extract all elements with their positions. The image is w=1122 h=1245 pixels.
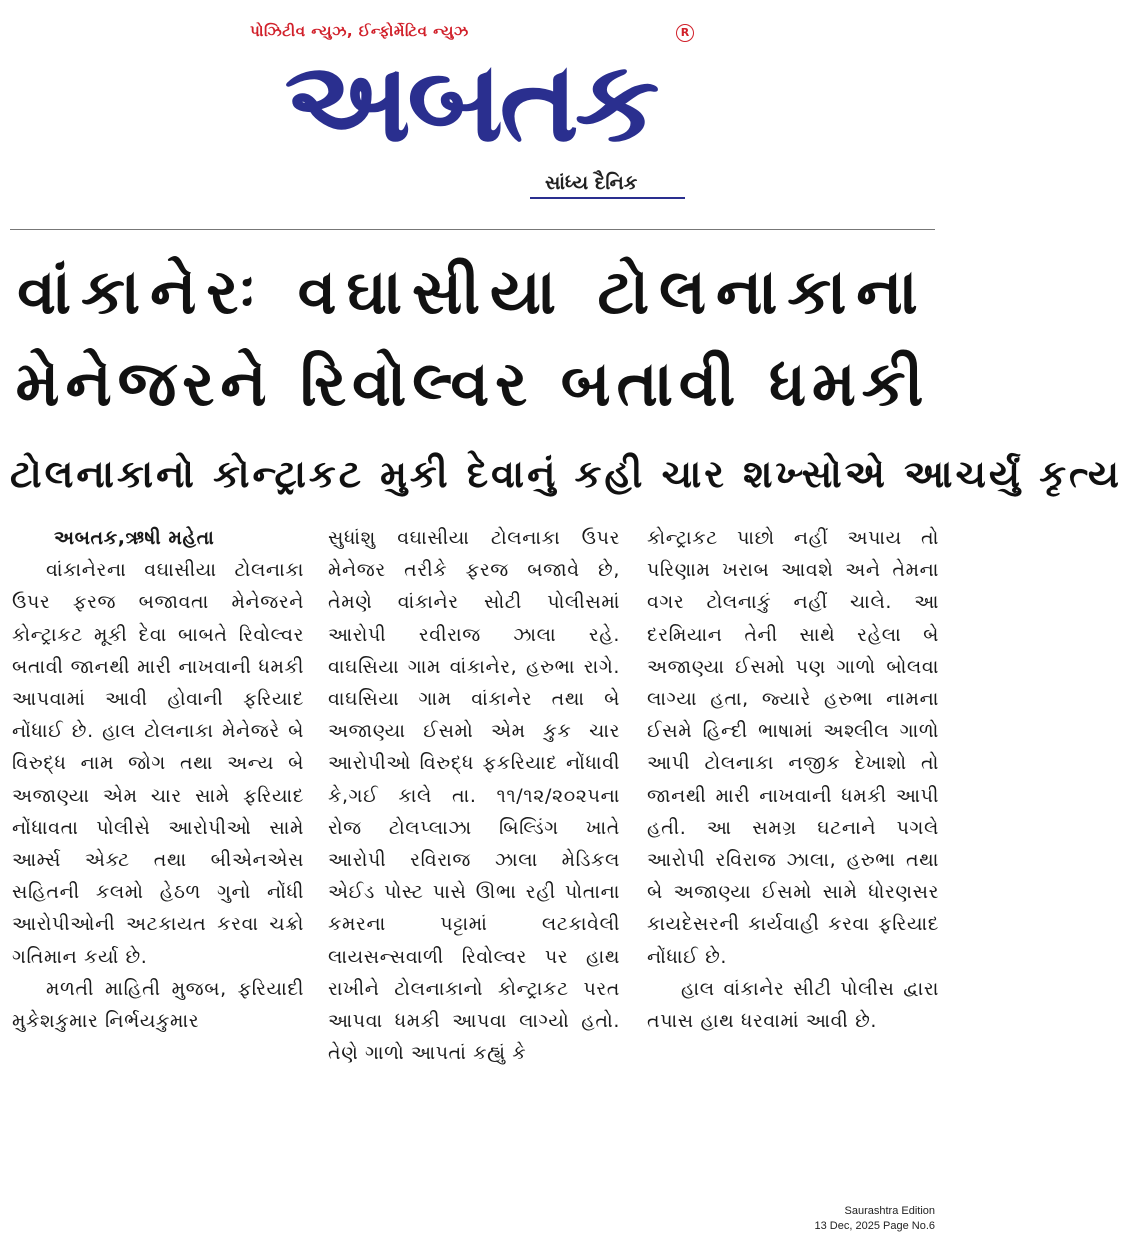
article-column-3 [647, 522, 939, 1037]
registered-mark-icon: R [676, 24, 694, 42]
paragraph: હાલ વાંકાનેર સીટી પોલીસ દ્વારા તપાસ હાથ ધરવામાં આવી છે. [647, 977, 939, 1033]
edition-date-page: 13 Dec, 2025 Page No.6 [814, 1220, 935, 1232]
logo-text: અબતક [284, 38, 656, 167]
article-column-1 [12, 522, 304, 1037]
paragraph: કોન્ટ્રાકટ પાછો નહીં અપાય તો પરિણામ ખરાબ આવશે અને તેમના વગર ટોલનાકું નહીં ચાલે. આ દરમિયાન તેની સાથે રહેલા બે અજાણ્યા ઈસમો પણ ગાળો બોલવા લાગ્યા હતા, જ્યારે હરુભા નામના ઈસમે હિન્દી ભાષામાં અશ્લીલ ગાળો આપી ટોલનાકા નજીક દેખાશો તો જાનથી મારી નાખવાની ધમકી આપી હતી. આ સમગ્ર ઘટનાને પગલે આરોપી રવિરાજ ઝાલા, હરુભા તથા બે અજાણ્યા ઈસમો સામે ધોરણસર કાયદેસરની કાર્યવાહી કરવા ફરિયાદ નોંધાઈ છે. [647, 527, 939, 968]
newspaper-logo [250, 38, 690, 168]
edition-footer [815, 1204, 935, 1234]
masthead-subtag: સાંધ્ય દૈનિક [545, 172, 638, 194]
paragraph: વાંકાનેરના વઘાસીયા ટોલનાકા ઉપર ફરજ બજાવતા મેનેજરને કોન્ટ્રાકટ મૂકી દેવા બાબતે રિવોલ્વર બતાવી જાનથી મારી નાખવાની ધમકી આપવામાં આવી હોવાની ફરિયાદ નોંધાઈ છે. હાલ ટોલનાકા મેનેજરે બે વિરુદ્ધ નામ જોગ તથા અન્ય બે અજાણ્યા એમ ચાર સામે ફરિયાદ નોંધાવતા પોલીસે આરોપીઓ સામે આર્મ્સ એક્ટ તથા બીએનએસ સહિતની કલમો હેઠળ ગુનો નોંધી આરોપીઓની અટકાયત કરવા ચક્રો ગતિમાન કર્યા છે. [12, 559, 304, 968]
subtag-underline [530, 197, 685, 199]
edition-name: Saurashtra Edition [844, 1205, 935, 1217]
headline-line-2: મેનેજરને રિવોલ્વર બતાવી ધમકી [15, 347, 930, 420]
subheadline: ટોલનાકાનો કોન્ટ્રાકટ મુકી દેવાનું કહી ચાર શખ્સોએ આચર્યું કૃત્ય [10, 452, 1122, 496]
article-column-2 [328, 522, 620, 1069]
byline: અબતક,ઋષી મહેતા [54, 527, 215, 549]
masthead [0, 0, 945, 215]
masthead-tagline: પોઝિટીવ ન્યુઝ, ઈન્ફોર્મેટિવ ન્યુઝ [250, 22, 469, 40]
headline-line-1: વાંકાનેરઃ વઘાસીયા ટોલનાકાના [17, 255, 928, 328]
paragraph: મળતી માહિતી મુજબ, ફરિયાદી મુકેશકુમાર નિર્ભયકુમાર [12, 977, 304, 1033]
masthead-divider [10, 229, 935, 230]
paragraph: સુધાંશુ વઘાસીયા ટોલનાકા ઉપર મેનેજર તરીકે ફરજ બજાવે છે, તેમણે વાંકાનેર સોટી પોલીસમાં આરોપી રવીરાજ ઝાલા રહે. વાઘસિયા ગામ વાંકાનેર, હરુભા રાગે. વાઘસિયા ગામ વાંકાનેર તથા બે અજાણ્યા ઈસમો એમ કુક ચાર આરોપીઓ વિરુદ્ધ ફકરિયાદ નોંધાવી કે,ગઈ કાલે તા. ૧૧/૧૨/૨૦૨૫ના રોજ ટોલપ્લાઝા બિલ્ડિંગ ખાતે આરોપી રવિરાજ ઝાલા મેડિકલ એઈડ પોસ્ટ પાસે ઊભા રહી પોતાના કમરના પટ્ટામાં લટકાવેલી લાયસન્સવાળી રિવોલ્વર પર હાથ રાખીને ટોલનાકાનો કોન્ટ્રાકટ પરત આપવા ધમકી આપવા લાગ્યો હતો. તેણે ગાળો આપતાં કહ્યું કે [328, 527, 620, 1065]
